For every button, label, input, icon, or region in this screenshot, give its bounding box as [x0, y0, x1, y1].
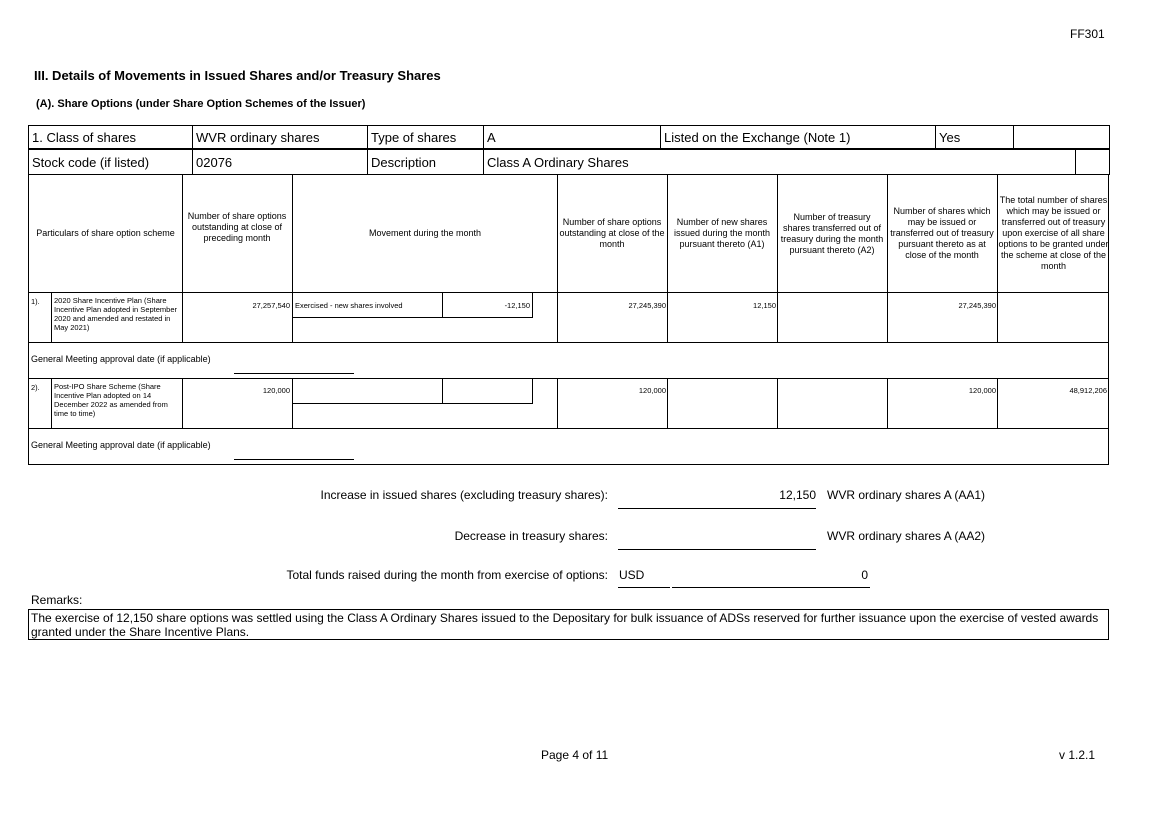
scheme-2-may-be-issued: 120,000	[968, 386, 996, 395]
scheme-1-outstanding-prev: 27,257,540	[252, 301, 290, 310]
scheme-2-index: 2).	[31, 383, 40, 392]
description-value: Class A Ordinary Shares	[484, 150, 1076, 175]
header-treasury-transferred: Number of treasury shares transferred out of treasury during the month pursuant thereto (A2)	[780, 211, 884, 255]
funds-currency-underline	[618, 587, 670, 588]
scheme-1-movement-type: Exercised - new shares involved	[295, 301, 403, 310]
scheme-2-outstanding-prev: 120,000	[262, 386, 290, 395]
scheme-2-gm-date-line[interactable]	[234, 459, 354, 460]
header-movement: Movement during the month	[368, 228, 482, 238]
scheme-2-outstanding-close: 120,000	[638, 386, 666, 395]
scheme-2-name: Post-IPO Share Scheme (Share Incentive Plan adopted on 14 December 2022 as amended from time to time)	[54, 382, 168, 418]
header-total-number: The total number of shares which may be issued or transferred out of treasury upon exercise of all share options to be granted under the scheme at close of the month	[998, 195, 1109, 271]
class-label: 1. Class of shares	[29, 126, 193, 149]
funds-value: 0	[861, 568, 868, 582]
stock-code-label: Stock code (if listed)	[29, 150, 193, 175]
class-of-shares-row	[28, 125, 1110, 149]
increase-unit: WVR ordinary shares A (AA1)	[827, 488, 986, 502]
header-outstanding-prev: Number of share options outstanding at close of preceding month	[187, 211, 287, 243]
stock-blank-cell	[1076, 150, 1110, 175]
scheme-1-new-shares: 12,150	[753, 301, 776, 310]
class-blank-cell	[1014, 126, 1110, 149]
scheme-1-movement-value: -12,150	[504, 301, 530, 310]
header-may-be-issued: Number of shares which may be issued or transferred out of treasury pursuant thereto as at close of the month	[890, 206, 994, 260]
decrease-unit: WVR ordinary shares A (AA2)	[827, 529, 986, 543]
section-title: III. Details of Movements in Issued Shares and/or Treasury Shares	[34, 68, 441, 83]
increase-label: Increase in issued shares (excluding treasury shares):	[320, 488, 608, 502]
listed-value: Yes	[936, 126, 1014, 149]
type-value: A	[484, 126, 661, 149]
decrease-underline	[618, 549, 816, 550]
scheme-1-index: 1).	[31, 297, 40, 306]
stock-code-row	[28, 149, 1110, 175]
form-code: FF301	[1070, 27, 1105, 41]
form-version: v 1.2.1	[1059, 748, 1096, 762]
funds-label: Total funds raised during the month from exercise of options:	[286, 568, 608, 582]
scheme-1-may-be-issued: 27,245,390	[958, 301, 996, 310]
funds-underline	[672, 587, 870, 588]
scheme-2-total-number: 48,912,206	[1069, 386, 1107, 395]
scheme-1-gm-label: General Meeting approval date (if applicable)	[31, 354, 211, 364]
header-particulars: Particulars of share option scheme	[36, 228, 175, 238]
class-value: WVR ordinary shares	[193, 126, 368, 149]
scheme-2-gm-label: General Meeting approval date (if applicable)	[31, 440, 211, 450]
type-label: Type of shares	[368, 126, 484, 149]
increase-value: 12,150	[779, 488, 816, 502]
decrease-label: Decrease in treasury shares:	[454, 529, 608, 543]
remarks-text: The exercise of 12,150 share options was settled using the Class A Ordinary Shares issued to the Depositary for bulk issuance of ADSs reserved for further issuance upon the exercise of vested awards granted under the Share Incentive Plans.	[28, 609, 1109, 640]
listed-label: Listed on the Exchange (Note 1)	[661, 126, 936, 149]
description-label: Description	[368, 150, 484, 175]
scheme-1-name: 2020 Share Incentive Plan (Share Incentive Plan adopted in September 2020 and amended and restated in May 2021)	[54, 296, 177, 332]
increase-underline	[618, 508, 816, 509]
page-number: Page 4 of 11	[541, 748, 609, 762]
share-option-schedule	[28, 175, 1109, 465]
remarks-label: Remarks:	[31, 593, 83, 607]
subsection-title: (A). Share Options (under Share Option Schemes of the Issuer)	[36, 98, 366, 110]
header-new-shares: Number of new shares issued during the month pursuant thereto (A1)	[673, 217, 771, 249]
stock-code-value: 02076	[193, 150, 368, 175]
header-outstanding-close: Number of share options outstanding at close of the month	[559, 217, 665, 249]
scheme-1-gm-date-line[interactable]	[234, 373, 354, 374]
funds-currency: USD	[619, 568, 645, 582]
scheme-1-outstanding-close: 27,245,390	[628, 301, 666, 310]
